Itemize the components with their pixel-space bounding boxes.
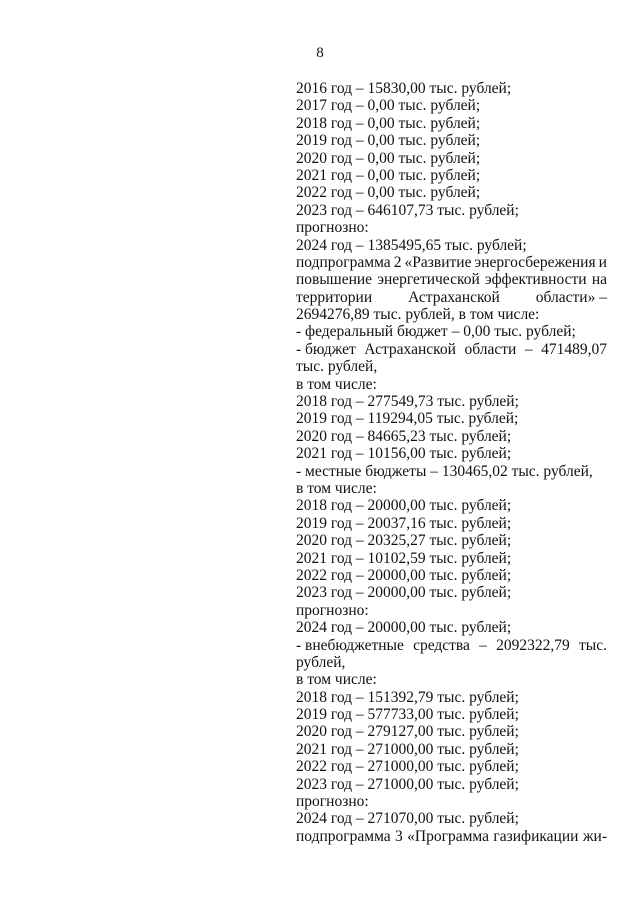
text-word: 3 [395, 827, 403, 845]
text-word: тыс. [579, 636, 607, 654]
text-word: средства [413, 636, 470, 654]
text-line: 2019 год – 20037,16 тыс. рублей; [296, 514, 512, 532]
text-word: энергетической [377, 271, 480, 289]
text-word: области» – [535, 288, 607, 306]
text-word: подпрограмма [296, 253, 391, 271]
text-line [296, 828, 607, 845]
text-word: энергосбережения [474, 253, 596, 271]
text-line: 2021 год – 10102,59 тыс. рублей; [296, 549, 512, 567]
text-word: «Развитие [404, 253, 472, 271]
text-word: 471489,07 [541, 340, 607, 358]
text-line: 2020 год – 84665,23 тыс. рублей; [296, 427, 512, 445]
text-word: - бюджет [296, 340, 356, 358]
text-line: тыс. рублей, [296, 358, 378, 376]
text-line: 2023 год – 646107,73 тыс. рублей; [296, 201, 519, 219]
text-line: - местные бюджеты – 130465,02 тыс. рублей, [296, 462, 593, 480]
text-word: области [464, 340, 517, 358]
text-word: на [591, 271, 607, 289]
text-word: газификации [493, 827, 579, 845]
text-word: - внебюджетные [296, 636, 404, 654]
text-line: 2018 год – 277549,73 тыс. рублей; [296, 393, 519, 411]
text-line: 2020 год – 279127,00 тыс. рублей; [296, 723, 519, 741]
text-line [296, 637, 607, 654]
text-line: 2018 год – 151392,79 тыс. рублей; [296, 688, 519, 706]
text-word: Астраханской [408, 288, 500, 306]
text-line: прогнозно: [296, 219, 369, 237]
text-line: 2021 год – 10156,00 тыс. рублей; [296, 445, 512, 463]
text-word: и [598, 253, 607, 271]
text-column [296, 80, 607, 845]
text-word: территории [296, 288, 373, 306]
text-line: 2018 год – 0,00 тыс. рублей; [296, 114, 481, 132]
text-word: повышение [296, 271, 373, 289]
text-line: 2024 год – 1385495,65 тыс. рублей; [296, 236, 527, 254]
text-line: прогнозно: [296, 601, 369, 619]
text-word: жи- [582, 827, 607, 845]
text-line: 2020 год – 0,00 тыс. рублей; [296, 149, 481, 167]
text-word: 2092322,79 [496, 636, 570, 654]
text-line [296, 254, 607, 271]
text-line: 2024 год – 271070,00 тыс. рублей; [296, 810, 519, 828]
text-line: прогнозно: [296, 793, 369, 811]
text-line: 2019 год – 577733,00 тыс. рублей; [296, 706, 519, 724]
text-line: рублей, [296, 653, 346, 671]
text-line: 2022 год – 271000,00 тыс. рублей; [296, 758, 519, 776]
text-word: – [479, 636, 487, 654]
text-word: эффективности [485, 271, 587, 289]
text-line: 2021 год – 271000,00 тыс. рублей; [296, 740, 519, 758]
text-line: 2021 год – 0,00 тыс. рублей; [296, 166, 481, 184]
text-line: 2024 год – 20000,00 тыс. рублей; [296, 619, 512, 637]
text-word: «Программа [407, 827, 489, 845]
text-line: - федеральный бюджет – 0,00 тыс. рублей; [296, 323, 576, 341]
text-line: 2019 год – 0,00 тыс. рублей; [296, 132, 481, 150]
text-line: 2694276,89 тыс. рублей, в том числе: [296, 306, 540, 324]
text-line: 2022 год – 0,00 тыс. рублей; [296, 184, 481, 202]
text-line [296, 341, 607, 358]
text-line: в том числе: [296, 479, 377, 497]
text-word: 2 [393, 253, 402, 271]
text-line: 2020 год – 20325,27 тыс. рублей; [296, 532, 512, 550]
text-line: 2017 год – 0,00 тыс. рублей; [296, 97, 481, 115]
text-line [296, 271, 607, 288]
text-word: подпрограмма [296, 827, 391, 845]
page-number: 8 [316, 45, 324, 61]
text-word: Астраханской [364, 340, 456, 358]
text-line: 2022 год – 20000,00 тыс. рублей; [296, 566, 512, 584]
text-word: – [524, 340, 533, 358]
text-line: 2023 год – 271000,00 тыс. рублей; [296, 775, 519, 793]
text-line: 2016 год – 15830,00 тыс. рублей; [296, 80, 512, 97]
text-line [296, 289, 607, 306]
text-line: в том числе: [296, 671, 377, 689]
text-line: 2018 год – 20000,00 тыс. рублей; [296, 497, 512, 515]
text-line: в том числе: [296, 375, 377, 393]
text-line: 2023 год – 20000,00 тыс. рублей; [296, 584, 512, 602]
text-line: 2019 год – 119294,05 тыс. рублей; [296, 410, 519, 428]
